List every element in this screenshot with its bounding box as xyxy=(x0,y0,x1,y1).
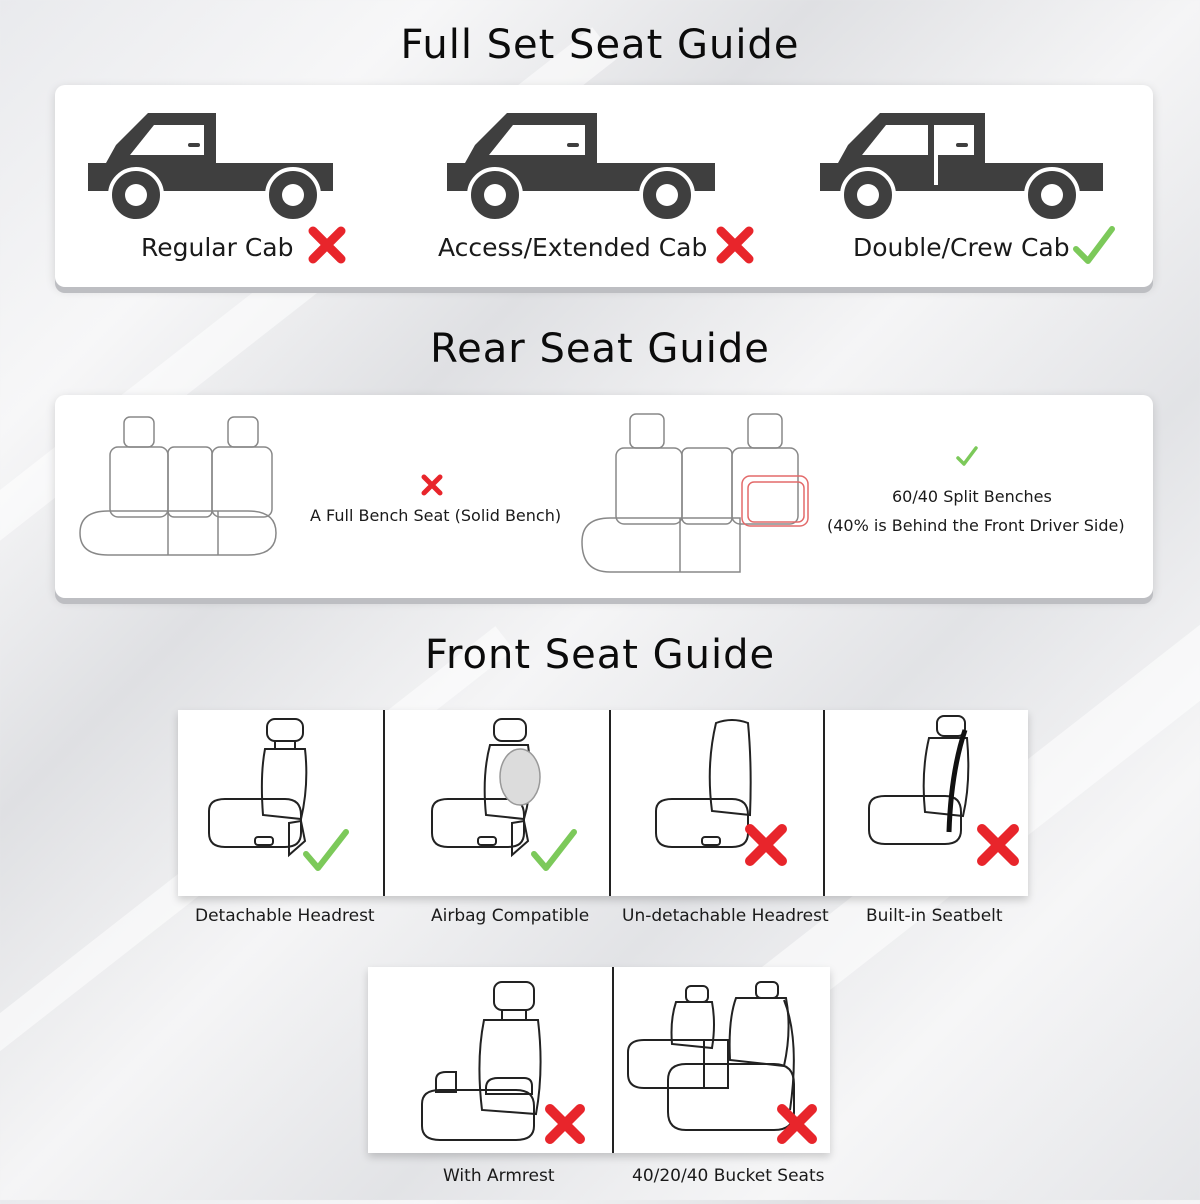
check-icon xyxy=(530,826,578,874)
check-icon xyxy=(1072,223,1116,267)
detachable-headrest-seat-drawing xyxy=(205,715,315,865)
cross-icon xyxy=(421,474,443,496)
full-bench-seat-drawing xyxy=(78,415,278,560)
cross-icon xyxy=(545,1104,585,1144)
split-bench-note: (40% is Behind the Front Driver Side) xyxy=(827,516,1125,535)
front-seat-title: Front Seat Guide xyxy=(424,632,776,678)
regular-cab-truck-icon xyxy=(88,105,346,220)
cross-icon xyxy=(716,226,754,264)
panel-divider xyxy=(609,710,611,896)
check-icon xyxy=(302,826,350,874)
split-bench-label: 60/40 Split Benches xyxy=(892,487,1052,506)
rear-seat-title: Rear Seat Guide xyxy=(430,326,770,372)
extended-cab-truck-icon xyxy=(447,105,717,220)
with-armrest-label: With Armrest xyxy=(443,1166,555,1186)
built-in-seatbelt-label: Built-in Seatbelt xyxy=(866,906,1003,926)
airbag-compatible-label: Airbag Compatible xyxy=(431,906,590,926)
built-in-seatbelt-seat-drawing xyxy=(865,712,975,862)
panel-divider xyxy=(823,710,825,896)
bucket-seats-label: 40/20/40 Bucket Seats xyxy=(632,1166,825,1186)
crew-cab-truck-icon xyxy=(820,105,1105,220)
cross-icon xyxy=(977,824,1019,866)
regular-cab-label: Regular Cab xyxy=(141,233,294,262)
split-bench-seat-drawing xyxy=(580,410,810,580)
armrest-seat-drawing xyxy=(416,980,556,1145)
cross-icon xyxy=(745,824,787,866)
detachable-headrest-label: Detachable Headrest xyxy=(195,906,375,926)
crew-cab-label: Double/Crew Cab xyxy=(853,233,1070,262)
cross-icon xyxy=(308,226,346,264)
cross-icon xyxy=(777,1104,817,1144)
full-set-title: Full Set Seat Guide xyxy=(400,22,800,68)
extended-cab-label: Access/Extended Cab xyxy=(438,233,708,262)
check-icon xyxy=(955,444,979,468)
panel-divider xyxy=(612,967,614,1153)
panel-divider xyxy=(383,710,385,896)
full-bench-label: A Full Bench Seat (Solid Bench) xyxy=(310,506,562,525)
undetachable-headrest-label: Un-detachable Headrest xyxy=(622,906,829,926)
